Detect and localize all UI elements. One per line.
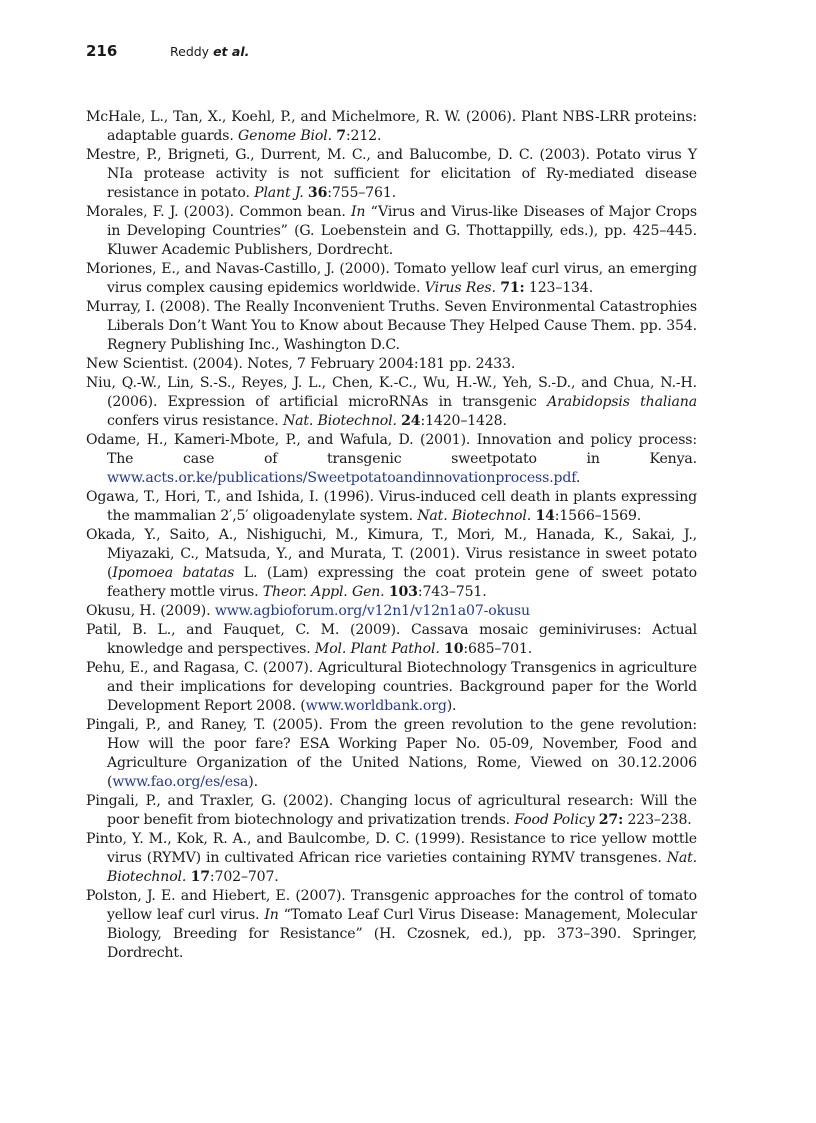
reference-list <box>86 108 697 963</box>
ref-text: 123–134. <box>524 280 594 296</box>
ref-species: Ipomoea batatas <box>112 565 235 581</box>
reference-item <box>86 108 697 146</box>
reference-item <box>86 298 697 355</box>
reference-item <box>86 659 697 716</box>
ref-journal: Nat. Biotechnol. <box>107 850 697 885</box>
ref-journal: Mol. Plant Pathol. <box>314 641 440 657</box>
ref-journal: Food Policy <box>514 812 595 828</box>
running-header-author <box>170 44 249 59</box>
ref-text: “Tomato Leaf Curl Virus Disease: Management, Molecular Biology, Breeding for Resistance” (H. Czosnek, ed.), pp. 373–390. Springer, Dordrecht. <box>107 907 697 961</box>
ref-text: Niu, Q.-W., Lin, S.-S., Reyes, J. L., Chen, K.-C., Wu, H.-W., Yeh, S.-D., and Chua, N.-H. (2006). Expression of artificial microRNAs in transgenic <box>86 375 697 410</box>
reference-item <box>86 792 697 830</box>
reference-item <box>86 716 697 792</box>
ref-volume: 17 <box>190 869 210 885</box>
ref-text: Patil, B. L., and Fauquet, C. M. (2009). Cassava mosaic geminiviruses: Actual knowledge and perspectives. <box>86 622 697 657</box>
ref-text: Mestre, P., Brigneti, G., Durrent, M. C., and Balucombe, D. C. (2003). Potato virus Y NIa protease activity is not sufficient for elicitation of Ry-mediated disease resistance in potato. <box>86 147 697 201</box>
reference-item <box>86 602 697 621</box>
ref-text: ). <box>446 698 457 714</box>
ref-text: Ogawa, T., Hori, T., and Ishida, I. (1996). Virus-induced cell death in plants expressing the mammalian 2′,5′ oligoadenylate system. <box>86 489 697 524</box>
ref-journal: Nat. Biotechnol. <box>417 508 532 524</box>
reference-item <box>86 431 697 488</box>
ref-volume: 14 <box>535 508 555 524</box>
ref-text: :212. <box>345 128 382 144</box>
ref-volume: 24 <box>401 413 421 429</box>
ref-journal: Theor. Appl. Gen. <box>262 584 385 600</box>
ref-text: Okusu, H. (2009). <box>86 603 215 619</box>
reference-item <box>86 146 697 203</box>
reference-item <box>86 621 697 659</box>
ref-text: Pinto, Y. M., Kok, R. A., and Baulcombe, D. C. (1999). Resistance to rice yellow mottle virus (RYMV) in cultivated African rice varieties containing RYMV transgenes. <box>86 831 697 866</box>
ref-link[interactable]: www.acts.or.ke/publications/Sweetpotatoandinnovationprocess.pdf <box>107 470 576 486</box>
ref-volume: 71: <box>500 280 525 296</box>
ref-text: . <box>575 470 581 486</box>
ref-species: Arabidopsis thaliana <box>547 394 697 410</box>
reference-item <box>86 887 697 963</box>
reference-item <box>86 374 697 431</box>
ref-journal: Plant J. <box>254 185 304 201</box>
ref-volume: 103 <box>388 584 418 600</box>
ref-text: Odame, H., Kameri-Mbote, P., and Wafula, D. (2001). Innovation and policy process: The case of transgenic sweetpotato in Kenya. <box>86 432 697 467</box>
ref-volume: 10 <box>444 641 464 657</box>
reference-item <box>86 830 697 887</box>
ref-text: Okada, Y., Saito, A., Nishiguchi, M., Kimura, T., Mori, M., Hanada, K., Sakai, J., Miyazaki, C., Matsuda, Y., and Murata, T. (2001). Virus resistance in sweet potato ( <box>86 527 697 581</box>
ref-link[interactable]: www.worldbank.org <box>305 698 447 714</box>
ref-text: L. (Lam) expressing the coat protein gene of sweet potato feathery mottle virus. <box>107 565 697 600</box>
ref-journal: Nat. Biotechnol. <box>282 413 397 429</box>
running-author-etal: et al. <box>213 44 250 59</box>
ref-text: ). <box>248 774 258 790</box>
reference-item <box>86 355 697 374</box>
ref-text: 223–238. <box>623 812 692 828</box>
ref-text: Moriones, E., and Navas-Castillo, J. (2000). Tomato yellow leaf curl virus, an emerging virus complex causing epidemics worldwide. <box>86 261 697 296</box>
reference-item <box>86 488 697 526</box>
ref-link[interactable]: www.agbioforum.org/v12n1/v12n1a07-okusu <box>214 603 530 619</box>
ref-text: “Virus and Virus-like Diseases of Major Crops in Developing Countries” (G. Loebenstein and G. Thottappilly, eds.), pp. 425–445. Kluwer Academic Publishers, Dordrecht. <box>107 204 697 258</box>
ref-text: :1566–1569. <box>554 508 642 524</box>
ref-text: Pehu, E., and Ragasa, C. (2007). Agricultural Biotechnology Transgenics in agriculture and their implications for developing countries. Background paper for the World Development Report 2008. ( <box>86 660 697 714</box>
ref-text: New Scientist. (2004). Notes, 7 February 2004:181 pp. 2433. <box>86 356 516 372</box>
reference-item <box>86 526 697 602</box>
ref-volume: 27: <box>598 812 624 828</box>
ref-text: :743–751. <box>417 584 487 600</box>
ref-volume: 7 <box>336 128 346 144</box>
page-header <box>86 42 250 60</box>
ref-in: In <box>264 907 279 923</box>
reference-item <box>86 260 697 298</box>
ref-text: Morales, F. J. (2003). Common bean. <box>86 204 351 220</box>
ref-text: :1420–1428. <box>420 413 507 429</box>
ref-text: Polston, J. E. and Hiebert, E. (2007). Transgenic approaches for the control of tomato yellow leaf curl virus. <box>86 888 697 923</box>
ref-text: confers virus resistance. <box>107 413 283 429</box>
ref-text: Pingali, P., and Traxler, G. (2002). Changing locus of agricultural research: Will the poor benefit from biotechnology and privatization trends. <box>86 793 697 828</box>
ref-text: Pingali, P., and Raney, T. (2005). From the green revolution to the gene revolution: How will the poor fare? ESA Working Paper No. 05-09, November, Food and Agriculture Organization of the United Nations, Rome, Viewed on 30.12.2006 ( <box>86 717 697 790</box>
ref-volume: 36 <box>307 185 328 201</box>
ref-text: :685–701. <box>463 641 533 657</box>
ref-text: Murray, I. (2008). The Really Inconvenient Truths. Seven Environmental Catastrophies Liberals Don’t Want You to Know about Because They Helped Cause Them. pp. 354. Regnery Publishing Inc., Washington D.C. <box>86 299 697 353</box>
ref-text: McHale, L., Tan, X., Koehl, P., and Michelmore, R. W. (2006). Plant NBS-LRR proteins: adaptable guards. <box>86 109 697 144</box>
ref-text: :702–707. <box>209 869 279 885</box>
ref-journal: Virus Res. <box>424 280 496 296</box>
ref-journal: Genome Biol. <box>238 128 332 144</box>
running-author-name: Reddy <box>170 44 210 59</box>
page-number: 216 <box>86 42 118 60</box>
ref-text: :755–761. <box>327 185 396 201</box>
ref-link[interactable]: www.fao.org/es/esa <box>112 774 249 790</box>
ref-in: In <box>350 204 366 220</box>
reference-item <box>86 203 697 260</box>
